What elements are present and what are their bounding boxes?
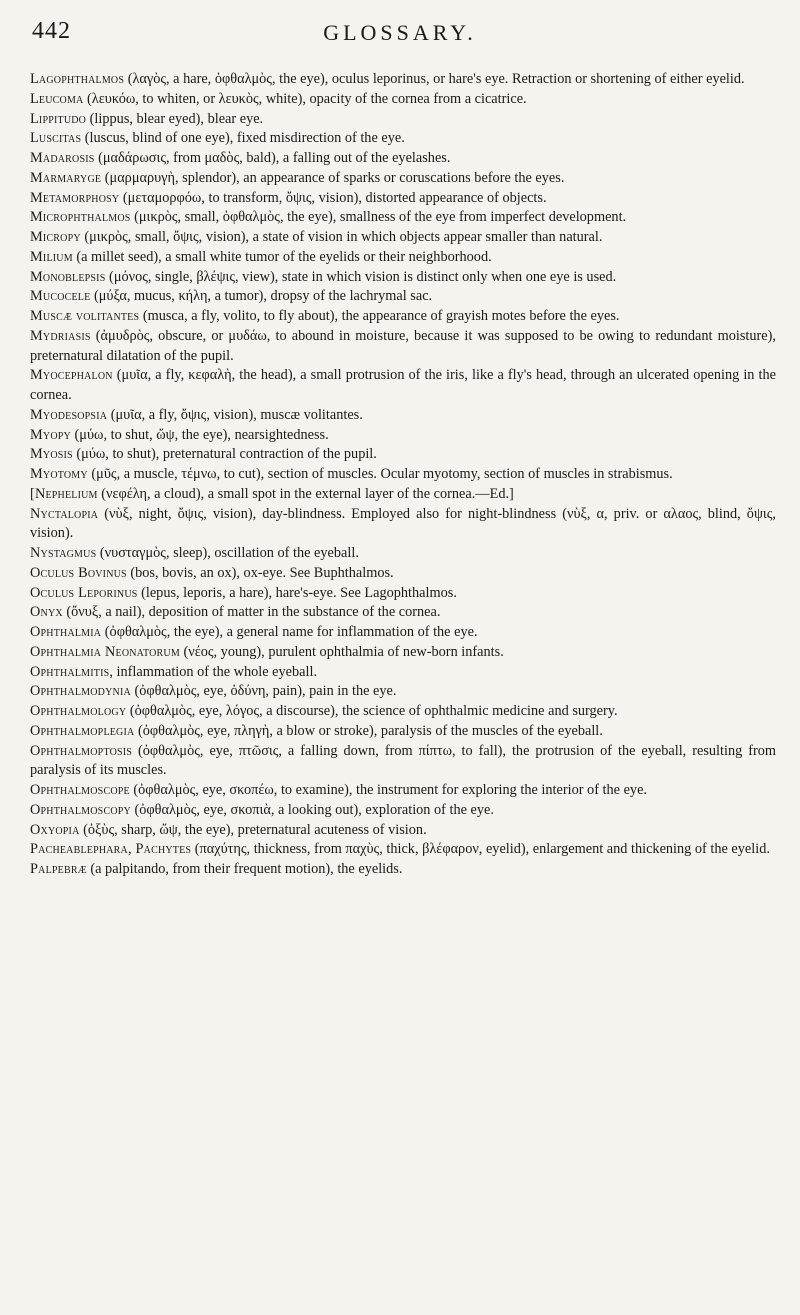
entry-definition: (παχύτης, thickness, from παχὺς, thick, βλέφαρον, eyelid), enlargement and thickening of the eyelid. [191,841,770,858]
glossary-entry [30,564,776,584]
entry-term: Myocephalon [30,367,113,384]
glossary-entries [30,70,776,880]
entry-definition: (ὀφθαλμὸς, eye, σκοπιὰ, a looking out), exploration of the eye. [130,801,494,818]
entry-definition: (μικρὸς, small, ὀφθαλμὸς, the eye), smallness of the eye from imperfect development. [130,209,627,226]
entry-definition: (ὀφθαλμὸς, eye, πληγὴ, a blow or stroke), paralysis of the muscles of the eyeball. [134,722,603,739]
entry-definition: (νὺξ, night, ὄψις, vision), day-blindness. Employed also for night-blindness (νὺξ, α, priv. or αλαος, blind, ὄψις, vision). [30,505,776,542]
glossary-entry [30,702,776,722]
glossary-entry [30,90,776,110]
entry-term: Myosis [30,446,73,463]
entry-definition: (ὀφθαλμὸς, eye, πτῶσις, a falling down, from πίπτω, to fall), the protrusion of the eyeball, resulting from paralysis of its muscles. [30,742,776,779]
glossary-entry [30,742,776,782]
glossary-entry [30,70,776,90]
entry-term: Ophthalmoscopy [30,801,131,818]
entry-definition: (ὀφθαλμὸς, eye, λόγος, a discourse), the science of ophthalmic medicine and surgery. [126,703,618,719]
glossary-entry [30,268,776,288]
glossary-entry [30,189,776,209]
glossary-entry [30,287,776,307]
entry-definition: (μύξα, mucus, κήλη, a tumor), dropsy of the lachrymal sac. [90,288,433,305]
entry-definition: (bos, bovis, an ox), ox-eye. See Buphthalmos. [126,564,394,581]
entry-definition: (μῦς, a muscle, τέμνω, to cut), section of muscles. Ocular myotomy, section of muscles in strabismus. [87,466,673,482]
glossary-entry [30,623,776,643]
entry-term: Ophthalmodynia [30,683,131,700]
entry-term: Ophthalmia [30,624,102,640]
entry-definition: (ἀμυδρὸς, obscure, or μυδάω, to abound in moisture, because it was supposed to be owing to redundant moisture), preternatural dilatation of the pupil. [30,327,776,364]
entry-definition: (ὀφθαλμὸς, eye, ὀδύνη, pain), pain in the eye. [130,683,397,700]
entry-definition: (ὄνυξ, a nail), deposition of matter in the substance of the cornea. [62,604,441,621]
running-head [32,18,768,48]
entry-definition: (lepus, leporis, a hare), hare's-eye. See Lagophthalmos. [137,584,457,601]
entry-term: Madarosis [30,150,95,166]
glossary-entry [30,327,776,367]
entry-term: Micropy [30,229,81,245]
glossary-entry [30,366,776,406]
entry-term: Palpebræ [30,861,87,877]
entry-definition: , inflammation of the whole eyeball. [109,663,318,680]
glossary-entry [30,248,776,268]
entry-term: Ophthalmia Neonatorum [30,643,180,660]
entry-term: Myotomy [30,466,88,482]
entry-definition: (μόνος, single, βλέψις, view), state in which vision is distinct only when one eye is used. [105,268,617,285]
entry-term: Pacheablephara, Pachytes [30,841,192,858]
entry-term: Nyctalopia [30,505,99,522]
glossary-entry [30,781,776,801]
entry-term: Mydriasis [30,327,91,344]
glossary-entry [30,682,776,702]
entry-term: Ophthalmitis [30,663,110,680]
entry-term: Lagophthalmos [30,71,125,87]
entry-term: Nystagmus [30,545,97,561]
entry-definition: (luscus, blind of one eye), fixed misdirection of the eye. [81,130,405,147]
entry-term: Myodesopsia [30,406,108,423]
entry-definition: (μαρμαρυγὴ, splendor), an appearance of sparks or coruscations before the eyes. [101,169,565,186]
entry-definition: (νεφέλη, a cloud), a small spot in the external layer of the cornea.—Ed.] [97,485,514,502]
glossary-entry [30,426,776,446]
entry-term: Marmaryge [30,169,102,186]
entry-definition: (λευκόω, to whiten, or λευκὸς, white), opacity of the cornea from a cicatrice. [83,90,527,107]
glossary-entry [30,663,776,683]
glossary-entry [30,445,776,465]
entry-definition: (a palpitando, from their frequent motion), the eyelids. [86,861,403,877]
glossary-entry [30,584,776,604]
entry-term: Monoblepsis [30,268,106,285]
entry-definition: (ὀξὺς, sharp, ὤψ, the eye), preternatural acuteness of vision. [79,821,427,838]
entry-definition: (ὀφθαλμὸς, eye, σκοπέω, to examine), the instrument for exploring the interior of the eye. [129,782,647,798]
entry-definition: (μυῖα, a fly, κεφαλὴ, the head), a small protrusion of the iris, like a fly's head, through an ulcerated opening in the cornea. [30,367,776,403]
entry-definition: (μεταμορφόω, to transform, ὄψις, vision), distorted appearance of objects. [119,189,547,206]
entry-term: Metamorphosy [30,189,120,206]
glossary-entry [30,465,776,485]
glossary-entry [30,821,776,841]
entry-definition: (μύω, to shut), preternatural contraction of the pupil. [72,446,377,463]
glossary-entry [30,110,776,130]
entry-term: Ophthalmoscope [30,782,130,798]
page-number: 442 [32,18,71,44]
glossary-entry [30,840,776,860]
entry-definition: (μαδάρωσις, from μαδὸς, bald), a falling out of the eyelashes. [94,150,451,166]
glossary-entry [30,722,776,742]
glossary-entry [30,643,776,663]
glossary-entry [30,307,776,327]
glossary-entry [30,149,776,169]
entry-term: Muscæ volitantes [30,308,140,324]
glossary-entry [30,603,776,623]
entry-term: Ophthalmology [30,703,127,719]
entry-term: Milium [30,248,73,265]
page-title: GLOSSARY. [323,20,477,45]
glossary-entry [30,406,776,426]
entry-term: Oculus Bovinus [30,564,127,581]
glossary-entry [30,169,776,189]
glossary-entry [30,485,776,505]
entry-term: Lippitudo [30,110,87,127]
entry-definition: (μύω, to shut, ὤψ, the eye), nearsightedness. [70,426,329,443]
glossary-entry [30,129,776,149]
glossary-entry [30,228,776,248]
entry-definition: (μικρὸς, small, ὄψις, vision), a state of vision in which objects appear smaller than natural. [80,229,603,245]
glossary-entry [30,505,776,545]
entry-definition: (lippus, blear eyed), blear eye. [86,110,264,127]
glossary-entry [30,860,776,880]
glossary-entry [30,544,776,564]
entry-term: Microphthalmos [30,209,131,226]
entry-definition: (ὀφθαλμὸς, the eye), a general name for inflammation of the eye. [101,624,478,640]
glossary-entry [30,208,776,228]
entry-definition: (νυσταγμὸς, sleep), oscillation of the eyeball. [96,545,359,561]
glossary-entry [30,801,776,821]
entry-definition: (musca, a fly, volito, to fly about), the appearance of grayish motes before the eyes. [139,308,620,324]
entry-definition: (λαγὸς, a hare, ὀφθαλμὸς, the eye), oculus leporinus, or hare's eye. Retraction or shortening of either eyelid. [124,71,745,87]
entry-term: Ophthalmoptosis [30,742,133,759]
entry-definition: (μυῖα, a fly, ὄψις, vision), muscæ volitantes. [107,406,363,423]
entry-term: Ophthalmoplegia [30,722,135,739]
entry-term: Luscitas [30,130,82,147]
entry-term: Onyx [30,604,63,621]
entry-definition: (a millet seed), a small white tumor of the eyelids or their neighborhood. [72,248,492,265]
entry-term: Myopy [30,426,71,443]
entry-term: Oxyopia [30,821,80,838]
entry-term: Oculus Leporinus [30,584,138,601]
entry-term: Leucoma [30,90,84,107]
entry-term: [Nephelium [30,485,98,502]
entry-term: Mucocele [30,288,91,305]
entry-definition: (νέος, young), purulent ophthalmia of new-born infants. [179,643,504,660]
